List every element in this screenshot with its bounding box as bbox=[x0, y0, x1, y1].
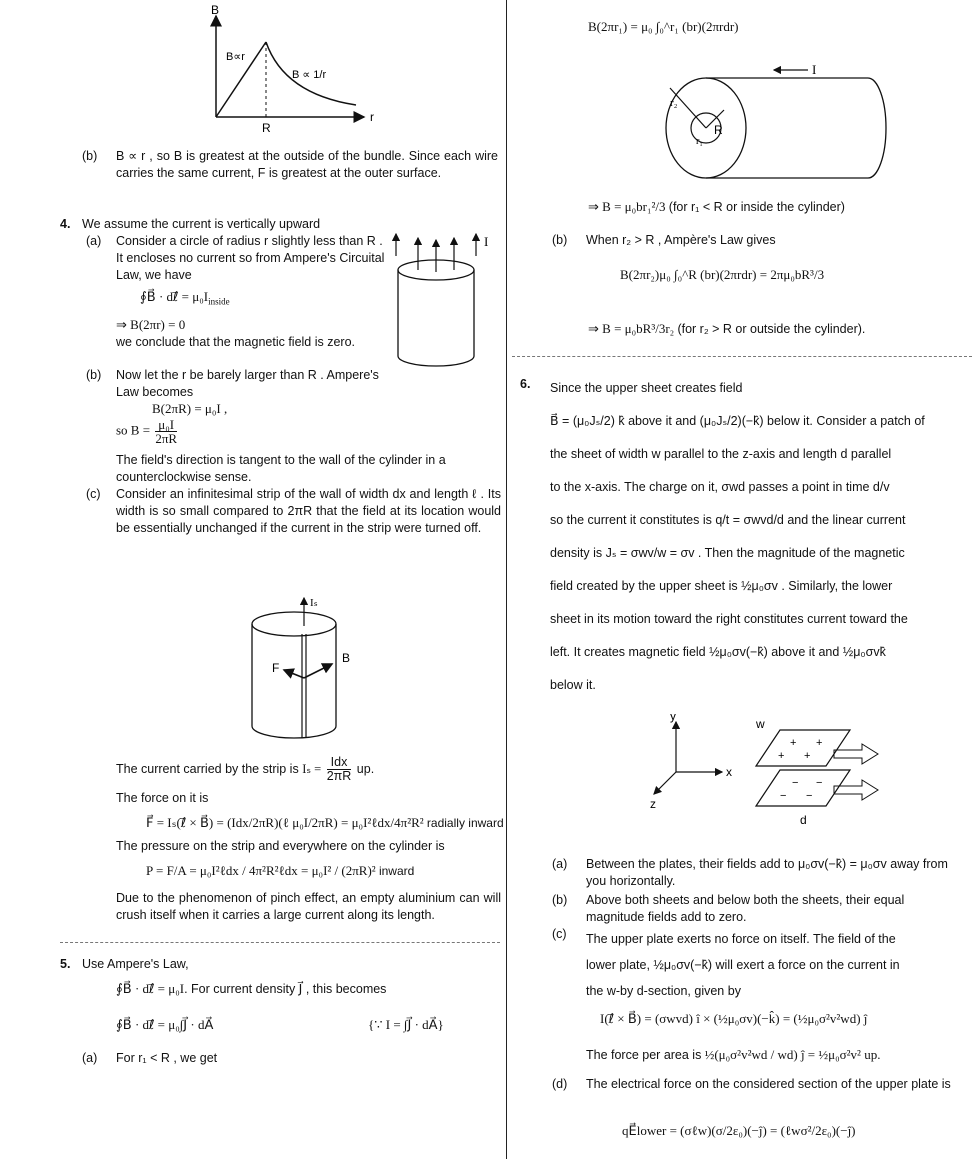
inverse-curve-label: B ∝ 1/r bbox=[292, 69, 327, 81]
q6-line-4: to the x-axis. The charge on it, σwd passes a point in time d/v bbox=[550, 480, 890, 494]
q6c-text bbox=[586, 926, 966, 1004]
q6c-line-2: lower plate, ½μ₀σv(−k̂) will exert a force on the current in bbox=[586, 958, 900, 972]
q6-number: 6. bbox=[520, 377, 531, 391]
r1-label: r₁ bbox=[696, 136, 703, 147]
cylinder-current-diagram bbox=[388, 226, 504, 372]
b-vs-r-graph bbox=[196, 2, 386, 138]
q5b-eq2: ⇒ B = μ₀bR³/3r₂ (for r₂ > R or outside the cylinder). bbox=[588, 321, 866, 336]
right-eq1: B(2πr₁) = μ₀ ∫₀^r₁ (br)(2πrdr) bbox=[588, 19, 739, 34]
q6d-eq: qE⃗lower = (σℓw)(σ/2ε₀)(−ĵ) = (ℓwσ²/2ε₀)(−ĵ) bbox=[622, 1123, 856, 1138]
linear-curve-label: B∝r bbox=[226, 51, 245, 63]
force-intro: The force on it is bbox=[116, 791, 209, 805]
axis-z-label: z bbox=[650, 797, 656, 811]
section-separator bbox=[60, 942, 500, 943]
cylinder-current-label: I bbox=[484, 234, 489, 249]
q6-line-10: below it. bbox=[550, 678, 596, 692]
q5-number: 5. bbox=[60, 957, 71, 971]
q6b-label: (b) bbox=[552, 893, 568, 907]
q5b-text: When r₂ > R , Ampère's Law gives bbox=[586, 233, 776, 247]
r-mark-label: R bbox=[262, 121, 271, 135]
r2-label: r₂ bbox=[670, 97, 678, 109]
x-axis-label: r bbox=[370, 110, 374, 124]
q5a-text: For r₁ < R , we get bbox=[116, 1051, 218, 1065]
q6d-label: (d) bbox=[552, 1077, 568, 1091]
q6-line-9: left. It creates magnetic field ½μ₀σv(−k̂) above it and ½μ₀σvk̂ bbox=[550, 645, 886, 659]
q5b-eq1: B(2πr₂)μ₀ ∫₀^R (br)(2πrdr) = 2πμ₀bR³/3 bbox=[620, 267, 825, 282]
q4b-eq1: B(2πR) = μ₀I , bbox=[152, 401, 228, 416]
q4b-label: (b) bbox=[86, 368, 102, 382]
q6a-text: Between the plates, their fields add to μ₀σv(−k̂) = μ₀σv away from you horizontally. bbox=[586, 857, 948, 888]
q4a-label: (a) bbox=[86, 234, 102, 248]
q4a-eq2: ⇒ B(2πr) = 0 bbox=[116, 317, 186, 332]
strip-field-label: B bbox=[342, 651, 351, 665]
svg-text:−: − bbox=[780, 790, 787, 802]
q5b-label: (b) bbox=[552, 233, 568, 247]
item-b-label: (b) bbox=[82, 149, 98, 163]
svg-text:+: + bbox=[790, 737, 797, 749]
q6b-text: Above both sheets and below both the sheets, their equal magnitude fields add to zero. bbox=[586, 893, 905, 924]
q4a-conclusion: we conclude that the magnetic field is zero. bbox=[116, 335, 356, 349]
strip-current-line: The current carried by the strip is Iₛ = $\frac{\text{Idx}}{2\pi R}$ up. bbox=[116, 755, 375, 783]
q4a-eq1: ∮B⃗ · dℓ⃗ = $\mu_0I_{inside}$ bbox=[140, 289, 230, 307]
q4-intro: We assume the current is vertically upward bbox=[82, 217, 321, 231]
force-equation: F⃗ = Iₛ(ℓ⃗ × B⃗) = (Idx/2πR)(ℓ μ₀I/2πR) = μ₀I²ℓdx/4π²R² radially inward bbox=[146, 815, 504, 830]
q4b-text: Now let the r be barely larger than R . Ampere's Law becomes bbox=[116, 368, 379, 399]
q4b-direction: The field's direction is tangent to the wall of the cylinder in a counterclockwise sense. bbox=[116, 453, 446, 484]
q6-line-2: B⃗ = (μ₀Jₛ/2) k̂ above it and (μ₀Jₛ/2)(−k̂) below it. Consider a patch of bbox=[550, 414, 925, 428]
q6-line-1: Since the upper sheet creates field bbox=[550, 381, 743, 395]
q4c-label: (c) bbox=[86, 487, 101, 501]
sheet-w-label: w bbox=[756, 717, 765, 731]
pressure-intro: The pressure on the strip and everywhere on the cylinder is bbox=[116, 839, 445, 853]
q5-eq2: ∮B⃗ · dℓ⃗ = μ₀∫J⃗ · dA⃗ bbox=[116, 1017, 214, 1032]
q6a-label: (a) bbox=[552, 857, 568, 871]
strip-force-label: F bbox=[272, 661, 280, 675]
strip-cylinder-diagram bbox=[236, 594, 376, 744]
right-eq2: ⇒ B = μ₀br₁²/3 (for r₁ < R or inside the cylinder) bbox=[588, 199, 845, 214]
svg-text:−: − bbox=[806, 790, 813, 802]
q6-line-8: sheet in its motion toward the right constitutes current toward the bbox=[550, 612, 908, 626]
radius-r-label: R bbox=[714, 123, 723, 137]
q6c-label: (c) bbox=[552, 927, 567, 941]
q4b-eq2: so B = $\frac{\text{μ₀I}}{2\pi R}$ bbox=[116, 417, 178, 446]
horizontal-cylinder-diagram bbox=[656, 58, 896, 188]
pinch-effect-text: Due to the phenomenon of pinch effect, an empty aluminium can will crush itself when it carries a large current along its length. bbox=[116, 891, 501, 922]
q6c-line-3: the w-by d-section, given by bbox=[586, 984, 741, 998]
charged-sheets-diagram bbox=[650, 714, 900, 834]
q6-line-7: field created by the upper sheet is ½μ₀σv . Similarly, the lower bbox=[550, 579, 893, 593]
q4-number: 4. bbox=[60, 217, 71, 231]
q4c-text: Consider an infinitesimal strip of the wall of width dx and length ℓ . Its width is so small compared to 2πR that the field at its location would be essentially unchanged if the current in the strip were turned off. bbox=[116, 487, 501, 535]
q6c-eq2: The force per area is ½(μ₀σ²v²wd / wd) ĵ = ½μ₀σ²v² up. bbox=[586, 1047, 881, 1062]
y-axis-label: B bbox=[211, 3, 220, 17]
q6-line-5: so the current it constitutes is q/t = σwvd/d and the linear current bbox=[550, 513, 906, 527]
cylinder-current-arrow-label: I bbox=[812, 62, 817, 77]
q6d-text: The electrical force on the considered section of the upper plate is bbox=[586, 1077, 951, 1091]
axis-y-label: y bbox=[670, 714, 676, 723]
svg-text:−: − bbox=[792, 777, 799, 789]
pressure-equation: P = F/A = μ₀I²ℓdx / 4π²R²ℓdx = μ₀I² / (2πR)² inward bbox=[146, 863, 415, 878]
section-separator-right bbox=[512, 356, 972, 357]
q6c-eq1: I(ℓ⃗ × B⃗) = (σwvd) î × (½μ₀σv)(−k̂) = (½μ₀σ²v²wd) ĵ bbox=[600, 1011, 868, 1026]
item-b-text: B ∝ r , so B is greatest at the outside of the bundle. Since each wire carries the same current, F is greatest at the outer surface. bbox=[116, 149, 498, 180]
q5-eq1: ∮B⃗ · dℓ⃗ = μ₀I. For current density J⃗ , this becomes bbox=[116, 981, 387, 996]
q5-eq2-note: {∵ I = ∫J⃗ · dA⃗} bbox=[368, 1017, 444, 1032]
svg-text:+: + bbox=[804, 750, 811, 762]
q6c-line-1: The upper plate exerts no force on itself. The field of the bbox=[586, 932, 896, 946]
svg-text:+: + bbox=[778, 750, 785, 762]
q5-intro: Use Ampere's Law, bbox=[82, 957, 189, 971]
q4a-text: Consider a circle of radius r slightly less than R . It encloses no current so from Ampere's Circuital Law, we have bbox=[116, 234, 385, 282]
q6-line-3: the sheet of width w parallel to the z-axis and length d parallel bbox=[550, 447, 892, 461]
axis-x-label: x bbox=[726, 765, 732, 779]
svg-text:−: − bbox=[816, 777, 823, 789]
q6-line-6: density is Jₛ = σwv/w = σv . Then the magnitude of the magnetic bbox=[550, 546, 905, 560]
sheet-d-label: d bbox=[800, 813, 807, 827]
q5a-label: (a) bbox=[82, 1051, 98, 1065]
svg-text:+: + bbox=[816, 737, 823, 749]
strip-current-label: Iₛ bbox=[310, 597, 318, 609]
column-divider bbox=[506, 0, 507, 1159]
q6-paragraph bbox=[550, 372, 970, 702]
